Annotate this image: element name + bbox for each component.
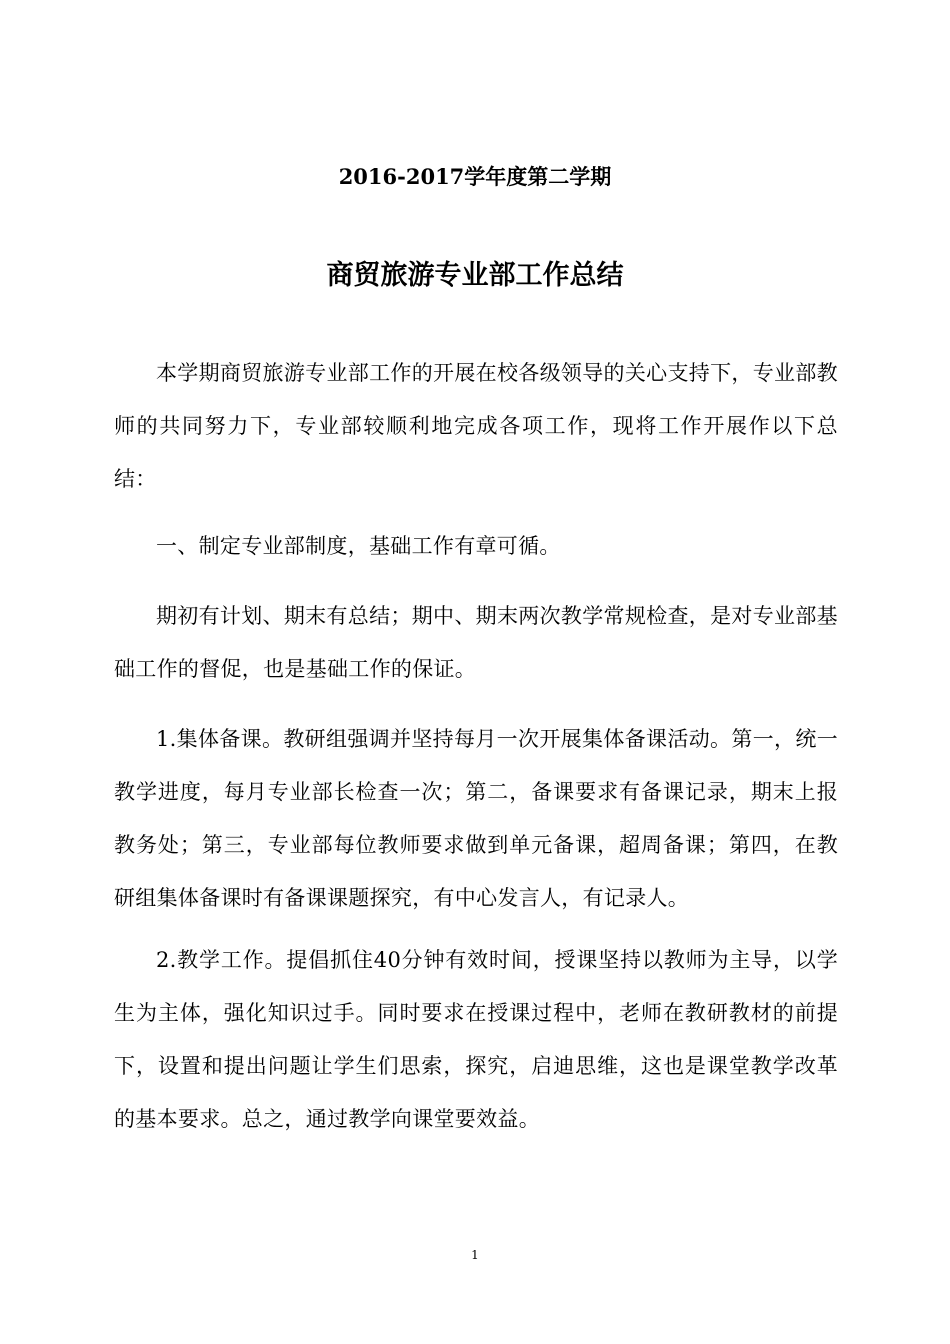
document-subtitle: 2016-2017学年度第二学期: [338, 164, 612, 189]
intro-paragraph: 本学期商贸旅游专业部工作的开展在校各级领导的关心支持下，专业部教师的共同努力下，专业部较顺利地完成各项工作，现将工作开展作以下总结：: [114, 361, 838, 491]
section-heading-1: 一、制定专业部制度，基础工作有章可循。: [156, 534, 561, 558]
page-number: 1: [471, 1248, 479, 1262]
item-2-teaching-work: 2.教学工作。提倡抓住40分钟有效时间，授课坚持以教师为主导，以学生为主体，强化知识过手。同时要求在授课过程中，老师在教研教材的前提下，设置和提出问题让学生们思索，探究，启迪思维，这也是课堂教学改革的基本要求。总之，通过教学向课堂要效益。: [114, 948, 838, 1131]
section-1-paragraph: 期初有计划、期末有总结；期中、期末两次教学常规检查，是对专业部基础工作的督促，也是基础工作的保证。: [114, 604, 838, 681]
document-title: 商贸旅游专业部工作总结: [326, 260, 624, 291]
item-1-collective-lesson-prep: 1.集体备课。教研组强调并坚持每月一次开展集体备课活动。第一，统一教学进度，每月专业部长检查一次；第二，备课要求有备课记录，期末上报教务处；第三，专业部每位教师要求做到单元备课，超周备课；第四，在教研组集体备课时有备课课题探究，有中心发言人，有记录人。: [114, 727, 838, 910]
